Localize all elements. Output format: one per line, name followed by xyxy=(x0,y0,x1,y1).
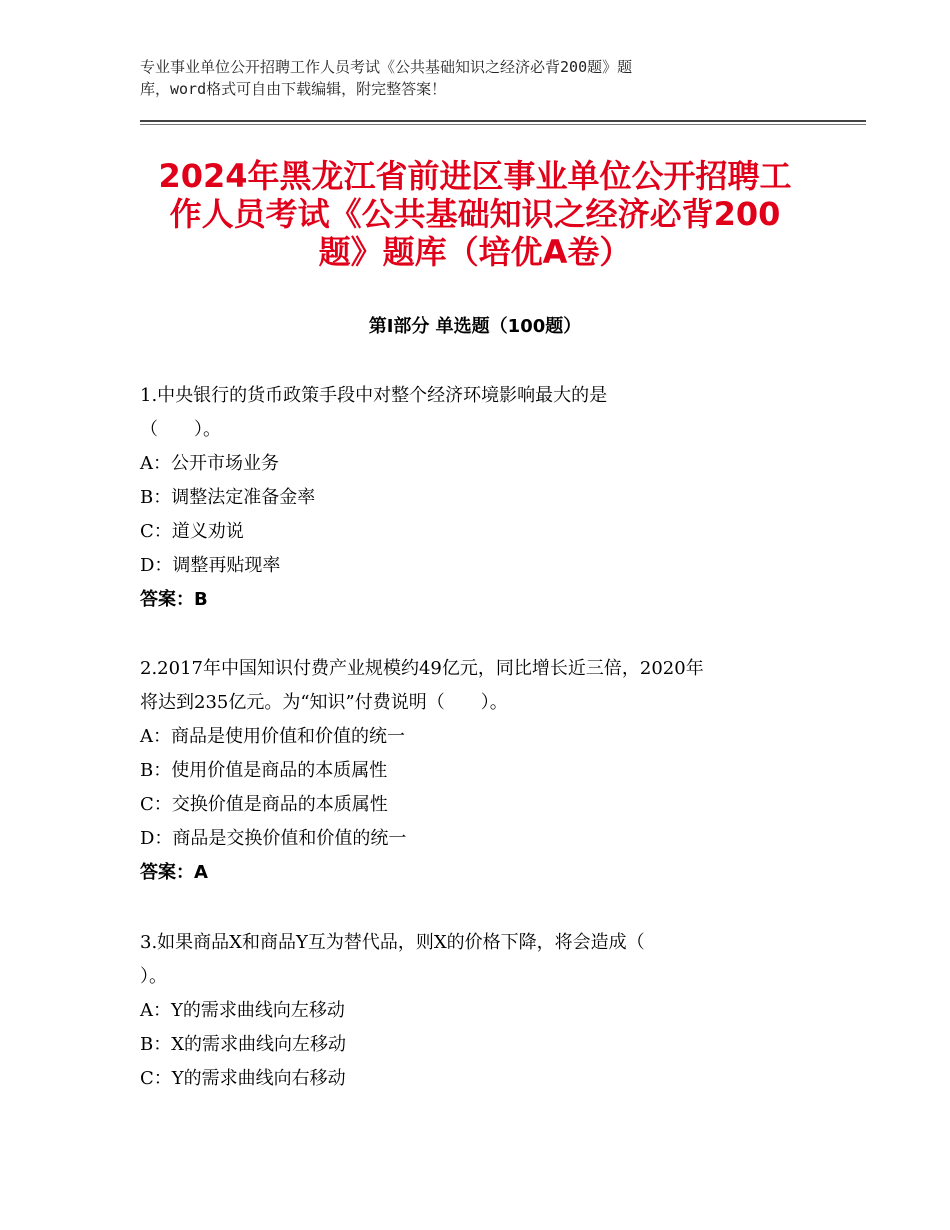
question-stem-line: 2.2017年中国知识付费产业规模约49亿元，同比增长近三倍，2020年 xyxy=(140,658,704,679)
title-line: 作人员考试《公共基础知识之经济必背200 xyxy=(169,195,781,233)
question-stem-line: 将达到235亿元。为“知识”付费说明（ ）。 xyxy=(140,692,508,713)
question-3 xyxy=(140,926,840,1096)
title-line: 题》题库（培优A卷） xyxy=(318,233,632,271)
option-d: D：商品是交换价值和价值的统一 xyxy=(140,828,407,849)
answer-line: 答案：A xyxy=(140,862,208,883)
question-stem-line: ）。 xyxy=(140,966,167,987)
option-b: B：使用价值是商品的本质属性 xyxy=(140,760,388,781)
option-a: A：商品是使用价值和价值的统一 xyxy=(140,726,405,747)
question-1 xyxy=(140,379,840,617)
header-divider-thick xyxy=(140,120,866,122)
question-stem-line: 3.如果商品X和商品Y互为替代品，则X的价格下降，将会造成（ xyxy=(140,932,645,953)
header-divider-thin xyxy=(140,124,866,125)
option-c: C：Y的需求曲线向右移动 xyxy=(140,1068,346,1089)
option-b: B：X的需求曲线向左移动 xyxy=(140,1034,347,1055)
option-d: D：调整再贴现率 xyxy=(140,555,281,576)
header-note xyxy=(140,56,780,100)
title-line: 2024年黑龙江省前进区事业单位公开招聘工 xyxy=(158,157,792,195)
header-note-line: 专业事业单位公开招聘工作人员考试《公共基础知识之经济必背200题》题 xyxy=(140,58,633,76)
document-title xyxy=(140,157,810,271)
option-a: A：公开市场业务 xyxy=(140,453,279,474)
question-2 xyxy=(140,652,840,890)
answer-line: 答案：B xyxy=(140,589,208,610)
question-stem-line: （ ）。 xyxy=(140,419,221,440)
header-note-line: 库，word格式可自由下载编辑，附完整答案！ xyxy=(140,80,447,98)
option-c: C：交换价值是商品的本质属性 xyxy=(140,794,388,815)
option-a: A：Y的需求曲线向左移动 xyxy=(140,1000,345,1021)
question-stem-line: 1.中央银行的货币政策手段中对整个经济环境影响最大的是 xyxy=(140,385,608,406)
option-c: C：道义劝说 xyxy=(140,521,244,542)
option-b: B：调整法定准备金率 xyxy=(140,487,316,508)
section-heading: 第Ⅰ部分 单选题（100题） xyxy=(368,316,582,337)
